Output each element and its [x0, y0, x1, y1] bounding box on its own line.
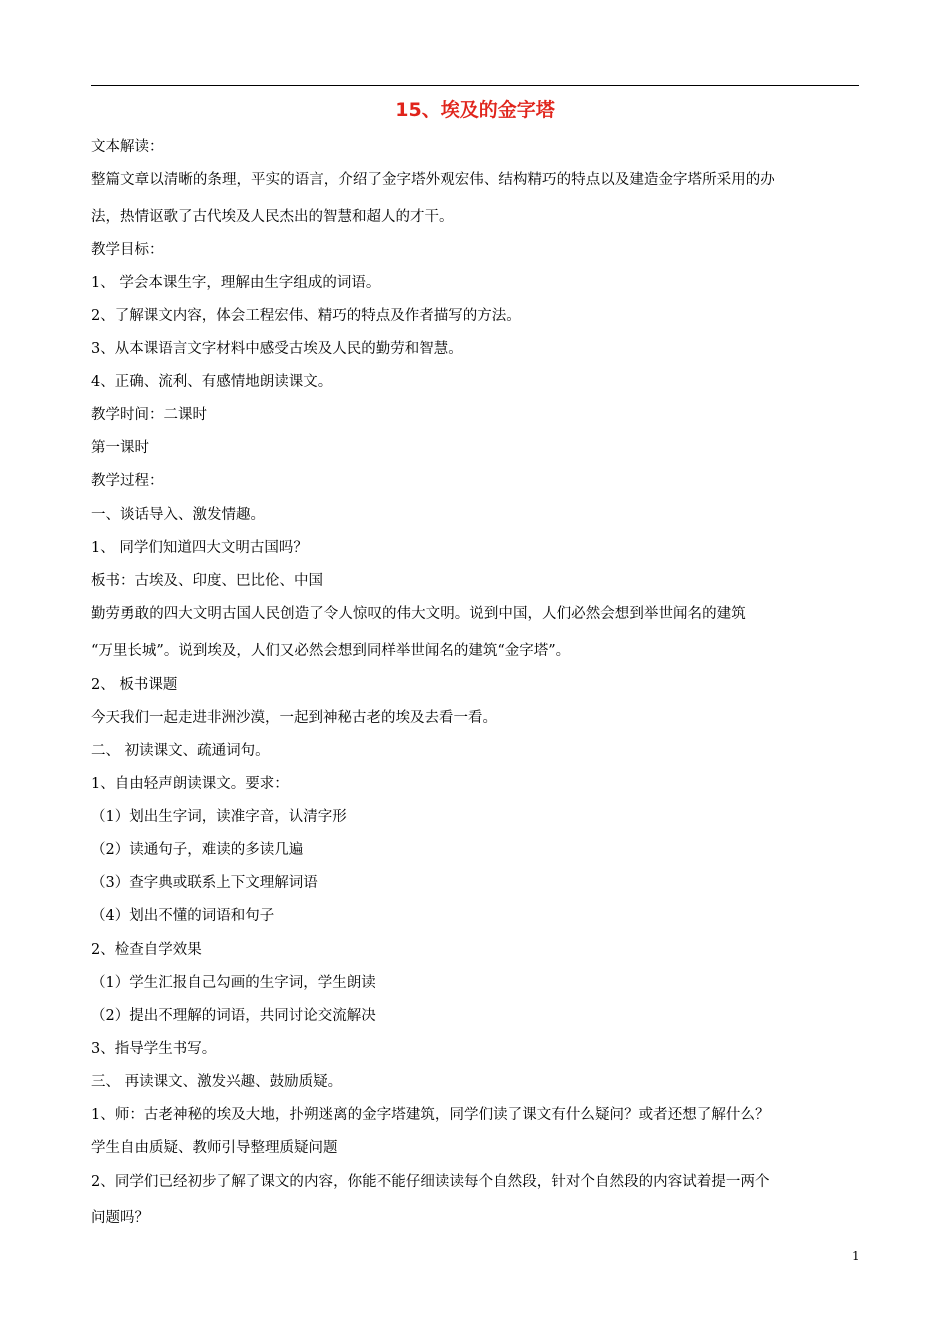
- text-line: 勤劳勇敢的四大文明古国人民创造了令人惊叹的伟大文明。说到中国，人们必然会想到举世闻名的建筑: [91, 606, 746, 622]
- text-line: 第一课时: [91, 440, 149, 456]
- text-line: 板书：古埃及、印度、巴比伦、中国: [91, 573, 323, 589]
- text-line: 2、检查自学效果: [91, 942, 202, 958]
- text-line: 1、师：古老神秘的埃及大地，扑朔迷离的金字塔建筑，同学们读了课文有什么疑问？或者还想了解什么？: [91, 1107, 770, 1123]
- text-line: 2、了解课文内容，体会工程宏伟、精巧的特点及作者描写的方法。: [91, 308, 521, 324]
- text-line: 整篇文章以清晰的条理，平实的语言，介绍了金字塔外观宏伟、结构精巧的特点以及建造金字塔所采用的办: [91, 172, 775, 188]
- text-line: （4）划出不懂的词语和句子: [91, 908, 275, 924]
- text-line: 学生自由质疑、教师引导整理质疑问题: [91, 1140, 338, 1156]
- text-line: （1）划出生字词，读准字音，认清字形: [91, 809, 347, 825]
- text-line: 文本解读：: [91, 139, 164, 155]
- text-line: 1、 同学们知道四大文明古国吗？: [91, 540, 308, 556]
- text-line: 2、同学们已经初步了解了课文的内容，你能不能仔细读读每个自然段，针对个自然段的内容试着提一两个: [91, 1174, 770, 1190]
- text-line: （3）查字典或联系上下文理解词语: [91, 875, 318, 891]
- text-line: 3、指导学生书写。: [91, 1041, 217, 1057]
- text-line: 3、从本课语言文字材料中感受古埃及人民的勤劳和智慧。: [91, 341, 463, 357]
- text-line: 教学目标：: [91, 242, 164, 258]
- header-rule: [91, 85, 859, 86]
- text-line: （2）提出不理解的词语，共同讨论交流解决: [91, 1008, 376, 1024]
- text-line: 二、 初读课文、疏通词句。: [91, 743, 270, 759]
- text-line: 三、 再读课文、激发兴趣、鼓励质疑。: [91, 1074, 343, 1090]
- text-line: “万里长城”。说到埃及，人们又必然会想到同样举世闻名的建筑“金字塔”。: [91, 643, 571, 659]
- text-line: 2、 板书课题: [91, 677, 178, 693]
- page-number: 1: [852, 1249, 860, 1263]
- text-line: 4、正确、流利、有感情地朗读课文。: [91, 374, 333, 390]
- text-line: 1、 学会本课生字，理解由生字组成的词语。: [91, 275, 381, 291]
- text-line: 教学时间：二课时: [91, 407, 207, 423]
- text-line: 1、自由轻声朗读课文。要求：: [91, 776, 289, 792]
- page-title: 15、埃及的金字塔: [395, 99, 555, 121]
- text-line: 问题吗？: [91, 1210, 149, 1226]
- text-line: 今天我们一起走进非洲沙漠，一起到神秘古老的埃及去看一看。: [91, 710, 497, 726]
- text-line: 法，热情讴歌了古代埃及人民杰出的智慧和超人的才干。: [91, 209, 454, 225]
- text-line: （1）学生汇报自己勾画的生字词，学生朗读: [91, 975, 376, 991]
- text-line: （2）读通句子，难读的多读几遍: [91, 842, 304, 858]
- text-line: 一、谈话导入、激发情趣。: [91, 507, 265, 523]
- text-line: 教学过程：: [91, 473, 164, 489]
